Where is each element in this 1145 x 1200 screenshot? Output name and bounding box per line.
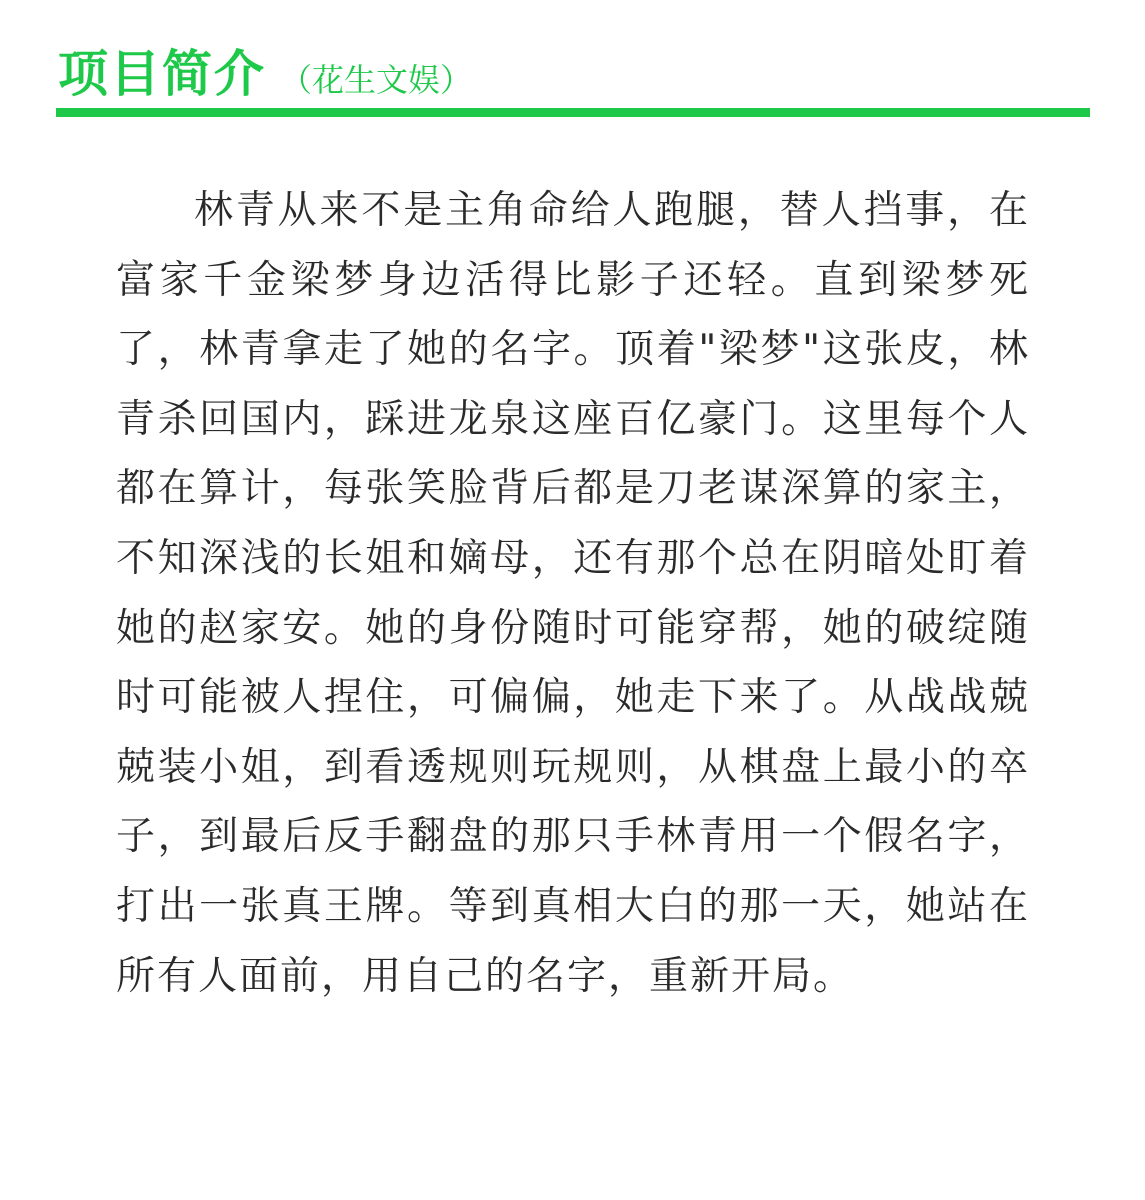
- synopsis-paragraph: 林青从来不是主角命给人跑腿，替人挡事，在富家千金梁梦身边活得比影子还轻。直到梁梦死了，林青拿走了她的名字。顶着"梁梦"这张皮，林青杀回国内，踩进龙泉这座百亿豪门。这里每个人都在算计，每张笑脸背后都是刀老谋深算的家主，不知深浅的长姐和嫡母，还有那个总在阴暗处盯着她的赵家安。她的身份随时可能穿帮，她的破绽随时可能被人捏住，可偏偏，她走下来了。从战战兢兢装小姐，到看透规则玩规则，从棋盘上最小的卒子，到最后反手翻盘的那只手林青用一个假名字，打出一张真王牌。等到真相大白的那一天，她站在所有人面前，用自己的名字，重新开局。: [116, 188, 1030, 999]
- section-subtitle: （花生文娱）: [280, 61, 473, 99]
- header-divider: [56, 108, 1090, 117]
- section-title: 项目简介: [58, 45, 266, 103]
- section-header: [58, 34, 472, 104]
